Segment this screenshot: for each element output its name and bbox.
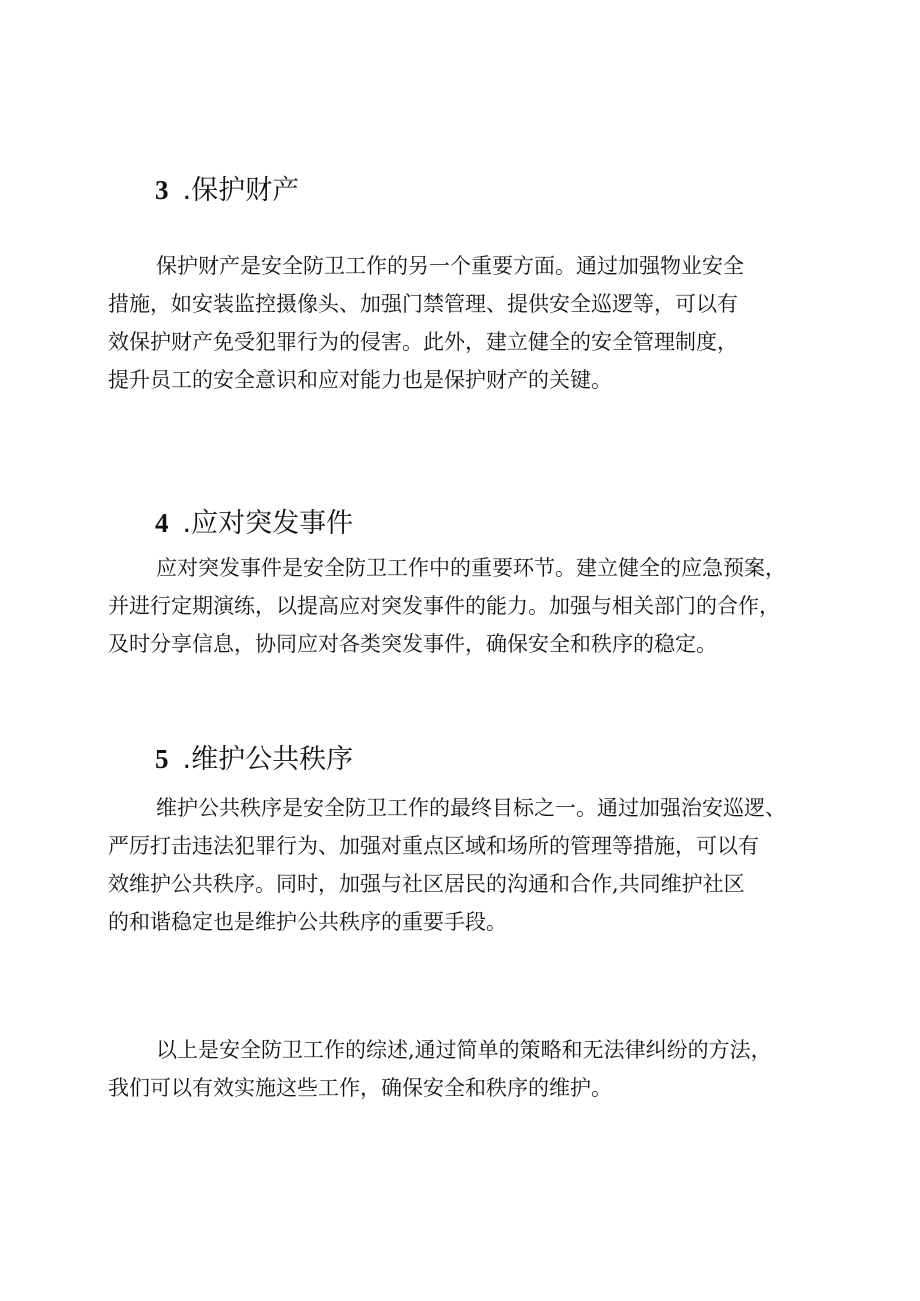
conclusion-paragraph bbox=[108, 1031, 772, 1107]
section-4-number: 4 bbox=[155, 508, 169, 538]
section-5-heading bbox=[155, 741, 353, 778]
section-3-number: 3 bbox=[155, 175, 169, 205]
paragraph-line: 严厉打击违法犯罪行为、加强对重点区域和场所的管理等措施，可以有 bbox=[108, 834, 759, 858]
section-3-paragraph bbox=[108, 247, 744, 399]
paragraph-line: 以上是安全防卫工作的综述,通过简单的策略和无法律纠纷的方法， bbox=[156, 1038, 772, 1062]
section-3-heading bbox=[155, 172, 299, 209]
paragraph-line: 保护财产是安全防卫工作的另一个重要方面。通过加强物业安全 bbox=[156, 254, 744, 278]
section-4-title: .应对突发事件 bbox=[182, 508, 354, 539]
paragraph-line: 措施，如安装监控摄像头、加强门禁管理、提供安全巡逻等，可以有 bbox=[108, 292, 738, 316]
section-4-heading bbox=[155, 505, 353, 542]
section-5-number: 5 bbox=[155, 744, 169, 774]
paragraph-line: 及时分享信息，协同应对各类突发事件，确保安全和秩序的稳定。 bbox=[108, 632, 717, 656]
paragraph-line: 的和谐稳定也是维护公共秩序的重要手段。 bbox=[108, 910, 507, 934]
paragraph-line: 我们可以有效实施这些工作，确保安全和秩序的维护。 bbox=[108, 1076, 612, 1100]
paragraph-line: 效保护财产免受犯罪行为的侵害。此外，建立健全的安全管理制度， bbox=[108, 330, 738, 354]
section-4-paragraph bbox=[108, 549, 786, 663]
section-3-title: .保护财产 bbox=[182, 175, 300, 206]
section-5-paragraph bbox=[108, 789, 786, 941]
paragraph-line: 维护公共秩序是安全防卫工作的最终目标之一。通过加强治安巡逻、 bbox=[156, 796, 786, 820]
paragraph-line: 并进行定期演练，以提高应对突发事件的能力。加强与相关部门的合作， bbox=[108, 594, 780, 618]
paragraph-line: 提升员工的安全意识和应对能力也是保护财产的关键。 bbox=[108, 368, 612, 392]
section-5-title: .维护公共秩序 bbox=[182, 744, 354, 775]
paragraph-line: 应对突发事件是安全防卫工作中的重要环节。建立健全的应急预案， bbox=[156, 556, 786, 580]
paragraph-line: 效维护公共秩序。同时，加强与社区居民的沟通和合作,共同维护社区 bbox=[108, 872, 745, 896]
